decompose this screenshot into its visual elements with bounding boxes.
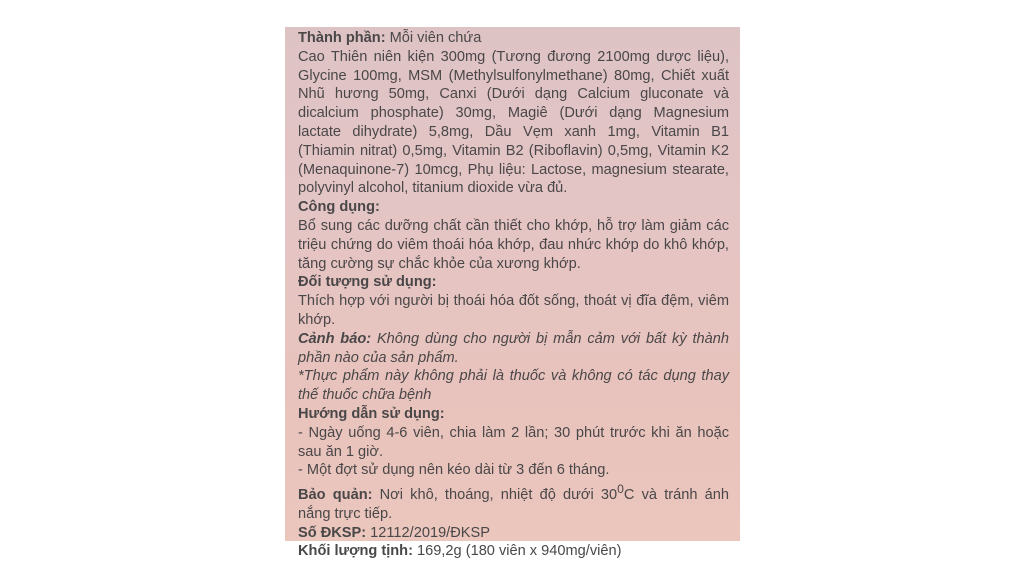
storage-body-pre: Nơi khô, thoáng, nhiệt độ dưới 30 xyxy=(372,486,618,503)
storage-heading: Bảo quản: xyxy=(298,486,373,503)
target-heading: Đối tượng sử dụng: xyxy=(298,274,437,291)
target-body: Thích hợp với người bị thoái hóa đốt sống, thoát vị đĩa đệm, viêm khớp. xyxy=(298,293,729,328)
ingredients-section xyxy=(298,29,729,48)
registration-section xyxy=(298,524,729,543)
ingredients-heading: Thành phần: xyxy=(298,30,386,46)
net-weight-heading: Khối lượng tịnh: xyxy=(298,543,413,560)
ingredients-body: Cao Thiên niên kiện 300mg (Tương đương 2100mg dược liệu), Glycine 100mg, MSM (Methylsulfonylmethane) 80mg, Chiết xuất Nhũ hương 50mg, Canxi (Dưới dạng Calcium gluconate và dicalcium phosphate) 30mg, Magiê (Dưới dạng Magnesium lactate dihydrate) 5,8mg, Dầu Vẹm xanh 1mg, Vitamin B1 (Thiamin nitrat) 0,5mg, Vitamin B2 (Riboflavin) 0,5mg, Vitamin K2 (Menaquinone-7) 10mcg, Phụ liệu: Lactose, magnesium stearate, polyvinyl alcohol, titanium dioxide vừa đủ. xyxy=(298,48,729,197)
warning-heading: Cảnh báo: xyxy=(298,330,372,347)
target-heading-line xyxy=(298,273,729,292)
net-weight-section xyxy=(298,542,729,561)
uses-body: Bổ sung các dưỡng chất cần thiết cho khớp, hỗ trợ làm giảm các triệu chứng do viêm thoái hóa khớp, đau nhức khớp do khô khớp, tăng cường sự chắc khỏe của xương khớp. xyxy=(298,217,729,272)
ingredients-lead: Mỗi viên chứa xyxy=(385,30,482,46)
disclaimer-text: *Thực phẩm này không phải là thuốc và không có tác dụng thay thế thuốc chữa bệnh xyxy=(298,368,729,404)
storage-degree-sup: 0 xyxy=(617,482,624,497)
registration-heading: Số ĐKSP: xyxy=(298,524,367,541)
storage-body-post: C và tránh ánh nắng trực tiếp. xyxy=(298,486,729,522)
directions-heading: Hướng dẫn sử dụng: xyxy=(298,405,445,422)
registration-value: 12112/2019/ĐKSP xyxy=(366,524,490,541)
warning-body: Không dùng cho người bị mẫn cảm với bất kỳ thành phần nào của sản phẩm. xyxy=(298,330,729,366)
uses-heading: Công dụng: xyxy=(298,199,380,216)
storage-section xyxy=(298,480,729,523)
net-weight-value: 169,2g (180 viên x 940mg/viên) xyxy=(412,543,622,560)
directions-heading-line xyxy=(298,405,729,424)
uses-heading-line xyxy=(298,198,729,217)
warning-section xyxy=(298,330,729,368)
directions-line-2: - Một đợt sử dụng nên kéo dài từ 3 đến 6 tháng. xyxy=(298,462,610,479)
product-label-panel xyxy=(285,27,740,560)
directions-line-1: - Ngày uống 4-6 viên, chia làm 2 lần; 30 phút trước khi ăn hoặc sau ăn 1 giờ. xyxy=(298,424,729,460)
